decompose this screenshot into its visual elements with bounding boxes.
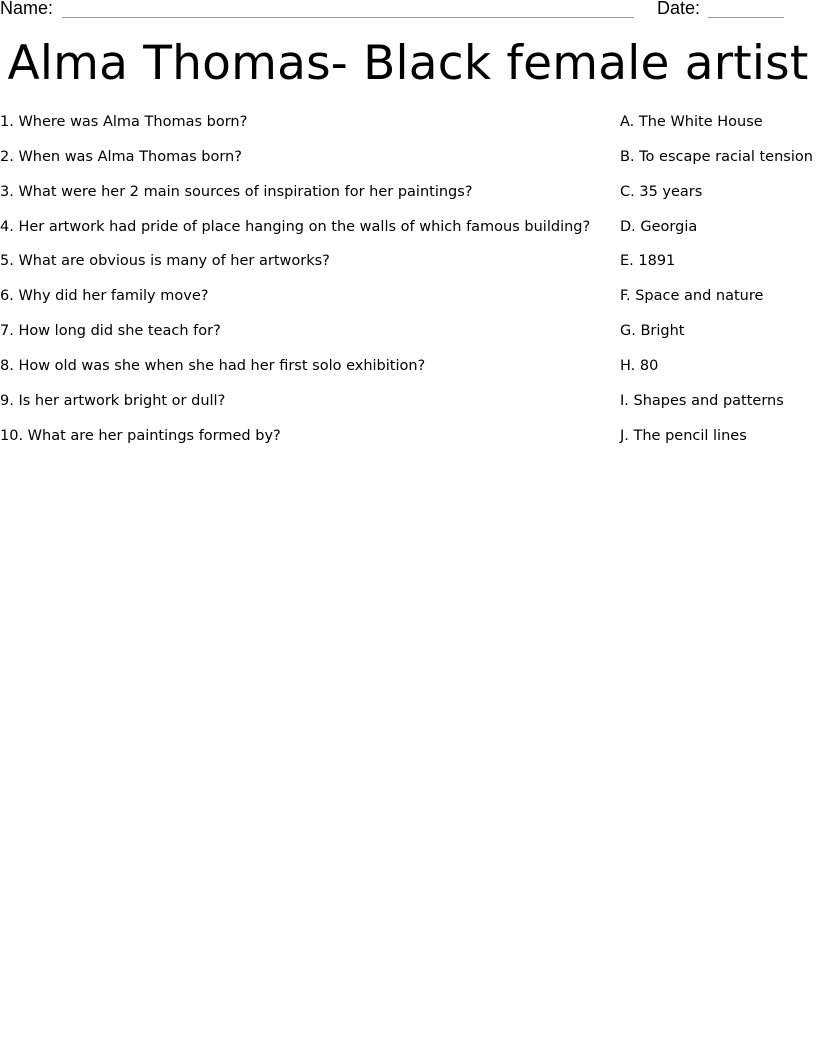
answer-item: I. Shapes and patterns xyxy=(620,392,784,409)
date-blank-line[interactable] xyxy=(708,17,784,18)
answer-item: H. 80 xyxy=(620,357,659,374)
answer-item: F. Space and nature xyxy=(620,288,764,305)
date-label: Date: xyxy=(657,0,701,18)
name-label: Name: xyxy=(0,0,54,18)
answer-item: E. 1891 xyxy=(620,253,676,270)
answer-item: D. Georgia xyxy=(620,218,698,235)
question-item: 6. Why did her family move? xyxy=(0,288,209,305)
header-row xyxy=(0,0,816,24)
answer-item: G. Bright xyxy=(620,323,685,340)
answer-item: C. 35 years xyxy=(620,183,703,200)
question-item: 2. When was Alma Thomas born? xyxy=(0,148,242,165)
answer-item: J. The pencil lines xyxy=(620,427,747,444)
name-blank-line[interactable] xyxy=(62,17,634,18)
question-item: 9. Is her artwork bright or dull? xyxy=(0,392,226,409)
questions-list xyxy=(0,112,600,460)
answer-item: B. To escape racial tension xyxy=(620,148,813,165)
answers-list xyxy=(620,112,816,460)
question-item: 5. What are obvious is many of her artworks? xyxy=(0,253,330,270)
question-item: 8. How old was she when she had her first solo exhibition? xyxy=(0,357,426,374)
question-item: 1. Where was Alma Thomas born? xyxy=(0,114,248,130)
question-item: 4. Her artwork had pride of place hanging on the walls of which famous building? xyxy=(0,218,591,235)
question-item: 7. How long did she teach for? xyxy=(0,323,221,340)
question-item: 3. What were her 2 main sources of inspiration for her paintings? xyxy=(0,183,473,200)
question-item: 10. What are her paintings formed by? xyxy=(0,427,281,444)
answer-item: A. The White House xyxy=(620,114,763,130)
worksheet-title: Alma Thomas- Black female artist xyxy=(7,36,809,91)
